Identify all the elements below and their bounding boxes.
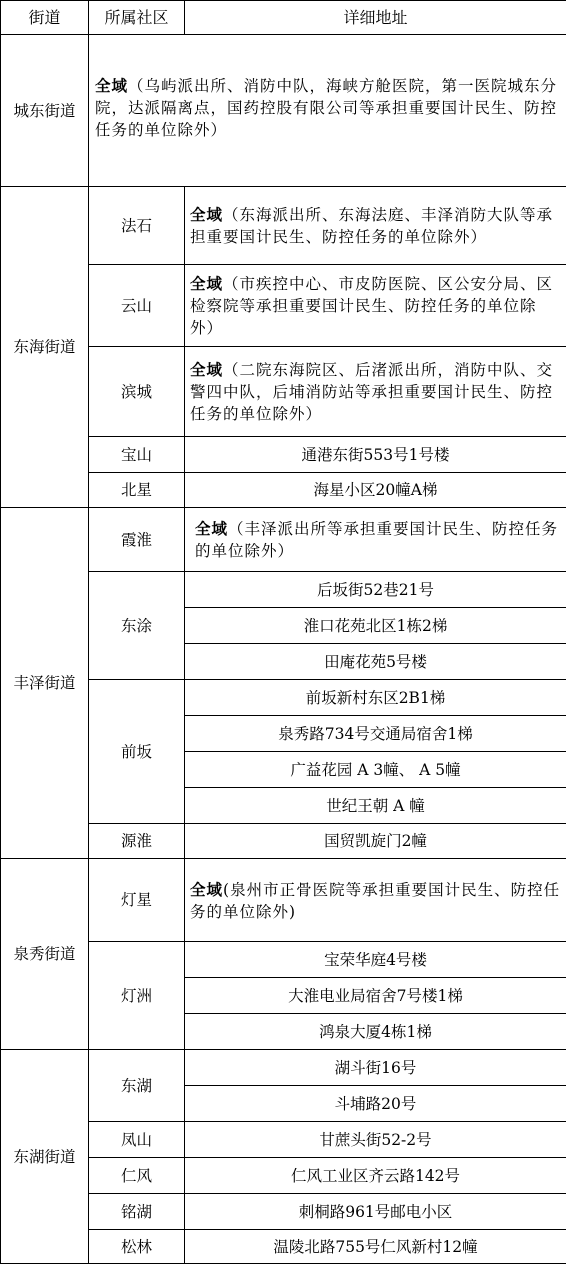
header-community: 所属社区 — [89, 1, 185, 35]
address-cell: 世纪王朝 A 幢 — [185, 788, 566, 824]
address-text: （东海派出所、东海法庭、丰泽消防大队等承担重要国计民生、防控任务的单位除外） — [190, 206, 553, 246]
address-cell: 鸿泉大厦4栋1梯 — [185, 1014, 566, 1050]
address-cell: 宝荣华庭4号楼 — [185, 942, 566, 978]
community-cell: 源淮 — [89, 824, 185, 859]
address-cell: 广益花园 A 3幢、 A 5幢 — [185, 752, 566, 788]
community-cell: 灯洲 — [89, 942, 185, 1050]
header-address: 详细地址 — [185, 1, 566, 35]
all-area-label: 全域 — [190, 360, 223, 379]
street-cell: 东湖街道 — [1, 1050, 89, 1264]
address-cell: 海星小区20幢A梯 — [185, 473, 566, 508]
address-text: （二院东海院区、后渚派出所，消防中队、交警四中队，后埔消防站等承担重要国计民生、防控任务的单位除外） — [190, 361, 553, 423]
table-row — [1, 508, 566, 572]
all-area-label: 全域 — [190, 205, 223, 224]
community-cell: 仁风 — [89, 1158, 185, 1194]
table-row — [1, 35, 566, 187]
community-cell: 云山 — [89, 265, 185, 347]
community-cell: 灯星 — [89, 859, 185, 942]
all-area-label: 全域 — [95, 76, 128, 95]
address-cell: 刺桐路961号邮电小区 — [185, 1194, 566, 1230]
community-cell: 东涂 — [89, 572, 185, 680]
community-cell: 前坂 — [89, 680, 185, 824]
community-cell: 法石 — [89, 187, 185, 265]
address-text: (泉州市正骨医院等承担重要国计民生、防控任务的单位除外) — [190, 881, 560, 921]
address-cell: 大淮电业局宿舍7号楼1梯 — [185, 978, 566, 1014]
address-cell: 国贸凯旋门2幢 — [185, 824, 566, 859]
community-cell: 霞淮 — [89, 508, 185, 572]
table-row — [1, 187, 566, 265]
address-cell: 泉秀路734号交通局宿舍1梯 — [185, 716, 566, 752]
community-cell: 铭湖 — [89, 1194, 185, 1230]
community-cell: 东湖 — [89, 1050, 185, 1122]
address-cell: 斗埔路20号 — [185, 1086, 566, 1122]
all-area-label: 全域 — [190, 274, 223, 293]
address-text: （乌屿派出所、消防中队，海峡方舱医院，第一医院城东分院，达派隔离点，国药控股有限公司等承担重要国计民生、防控任务的单位除外） — [95, 77, 557, 139]
header-street: 街道 — [1, 1, 89, 35]
address-cell: 淮口花苑北区1栋2梯 — [185, 608, 566, 644]
address-cell: 仁风工业区齐云路142号 — [185, 1158, 566, 1194]
street-cell: 城东街道 — [1, 35, 89, 187]
all-area-label: 全域 — [190, 880, 223, 899]
address-cell: 通港东街553号1号楼 — [185, 437, 566, 473]
address-cell: 后坂街52巷21号 — [185, 572, 566, 608]
address-text: （市疾控中心、市皮防医院、区公安分局、区检察院等承担重要国计民生、防控任务的单位除外） — [190, 275, 553, 337]
community-cell: 滨城 — [89, 347, 185, 437]
address-cell: 甘蔗头街52-2号 — [185, 1122, 566, 1158]
community-cell: 凤山 — [89, 1122, 185, 1158]
street-cell: 东海街道 — [1, 187, 89, 508]
table-header-row — [1, 1, 566, 35]
address-cell: 前坂新村东区2B1梯 — [185, 680, 566, 716]
address-cell — [185, 508, 566, 572]
community-cell: 松林 — [89, 1230, 185, 1264]
address-cell: 湖斗街16号 — [185, 1050, 566, 1086]
address-cell: 温陵北路755号仁风新村12幢 — [185, 1230, 566, 1264]
community-cell: 宝山 — [89, 437, 185, 473]
street-cell: 丰泽街道 — [1, 508, 89, 859]
address-cell — [185, 265, 566, 347]
address-cell — [89, 35, 566, 187]
address-text: （丰泽派出所等承担重要国计民生、防控任务的单位除外） — [195, 520, 558, 560]
address-cell — [185, 347, 566, 437]
street-cell: 泉秀街道 — [1, 859, 89, 1050]
table-row — [1, 1050, 566, 1086]
address-cell — [185, 187, 566, 265]
address-cell: 田庵花苑5号楼 — [185, 644, 566, 680]
table-row — [1, 859, 566, 942]
all-area-label: 全域 — [195, 519, 228, 538]
community-cell: 北星 — [89, 473, 185, 508]
address-cell — [185, 859, 566, 942]
